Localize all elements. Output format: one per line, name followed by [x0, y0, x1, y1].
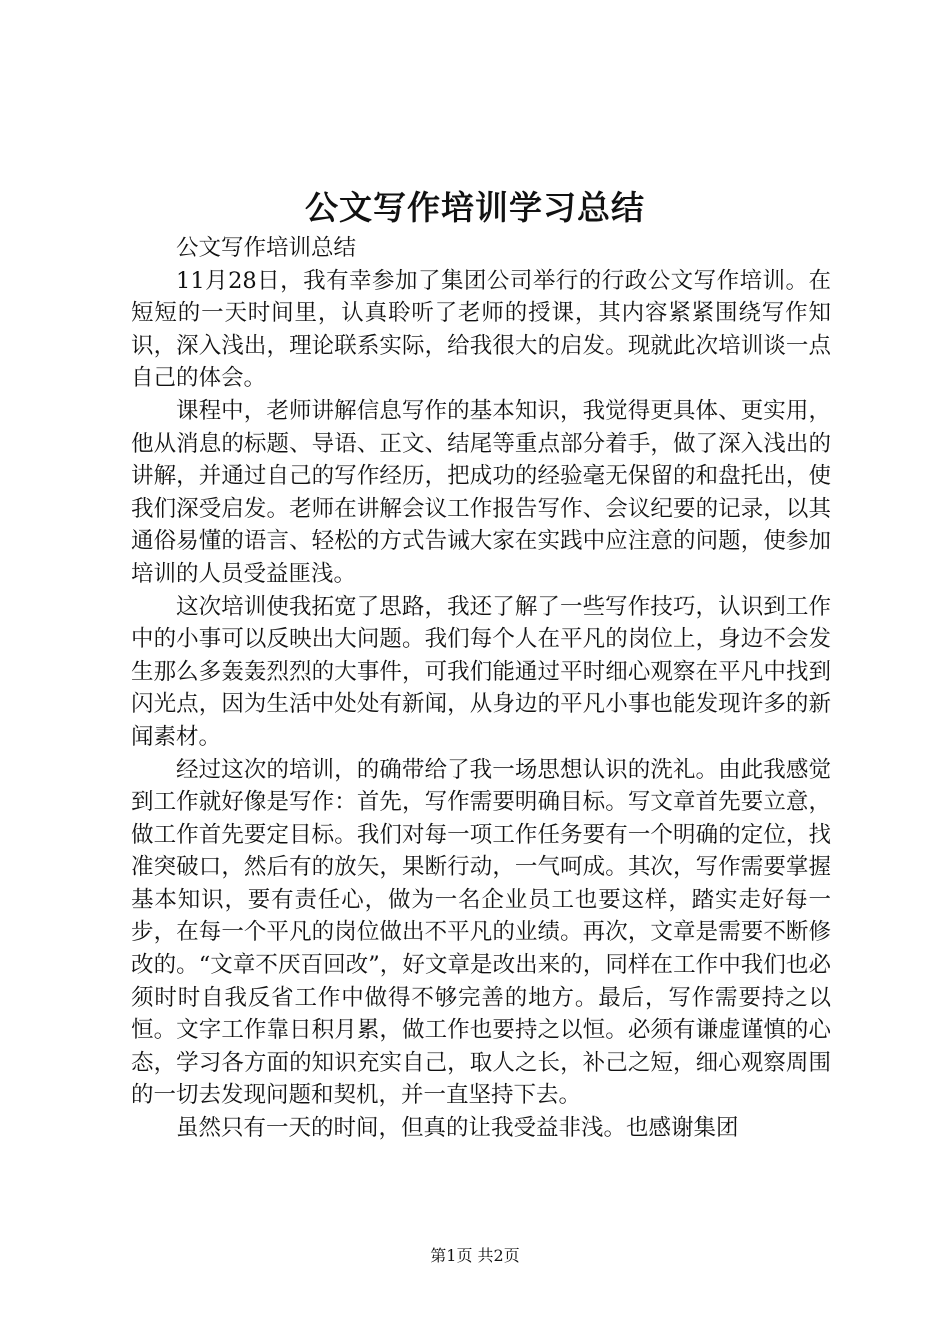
document-title: 公文写作培训学习总结: [305, 188, 645, 227]
document-body: [131, 232, 831, 1145]
paragraph-closing: 虽然只有一天的时间，但真的让我受益非浅。也感谢集团: [176, 1115, 739, 1142]
paragraph-subtitle: 公文写作培训总结: [176, 235, 357, 261]
paragraph-course: 课程中，老师讲解信息写作的基本知识，我觉得更具体、更实用，他从消息的标题、导语、正文、结尾等重点部分着手，做了深入浅出的讲解，并通过自己的写作经历，把成功的经验毫无保留的和盘托出，使我们深受启发。老师在讲解会议工作报告写作、会议纪要的记录，以其通俗易懂的语言、轻松的方式告诫大家在实践中应注意的问题，使参加培训的人员受益匪浅。: [131, 397, 831, 587]
paragraph-broaden: 这次培训使我拓宽了思路，我还了解了一些写作技巧，认识到工作中的小事可以反映出大问题。我们每个人在平凡的岗位上，身边不会发生那么多轰轰烈烈的大事件，可我们能通过平时细心观察在平凡中找到闪光点，因为生活中处处有新闻，从身边的平凡小事也能发现许多的新闻素材。: [131, 593, 831, 750]
paragraph-reflection: 经过这次的培训，的确带给了我一场思想认识的洗礼。由此我感觉到工作就好像是写作：首先，写作需要明确目标。写文章首先要立意，做工作首先要定目标。我们对每一项工作任务要有一个明确的定位，找准突破口，然后有的放矢，果断行动，一气呵成。其次，写作需要掌握基本知识，要有责任心，做为一名企业员工也要这样，踏实走好每一步，在每一个平凡的岗位做出不平凡的业绩。再次，文章是需要不断修改的。“文章不厌百回改”，好文章是改出来的，同样在工作中我们也必须时时自我反省工作中做得不够完善的地方。最后，写作需要持之以恒。文字工作靠日积月累，做工作也要持之以恒。必须有谦虚谨慎的心态，学习各方面的知识充实自己，取人之长，补己之短，细心观察周围的一切去发现问题和契机，并一直坚持下去。: [131, 756, 831, 1109]
page-number-footer: 第1页 共2页: [430, 1246, 520, 1265]
paragraph-intro: 11月28日，我有幸参加了集团公司举行的行政公文写作培训。在短短的一天时间里，认真聆听了老师的授课，其内容紧紧围绕写作知识，深入浅出，理论联系实际，给我很大的启发。现就此次培训谈一点自己的体会。: [131, 267, 831, 392]
